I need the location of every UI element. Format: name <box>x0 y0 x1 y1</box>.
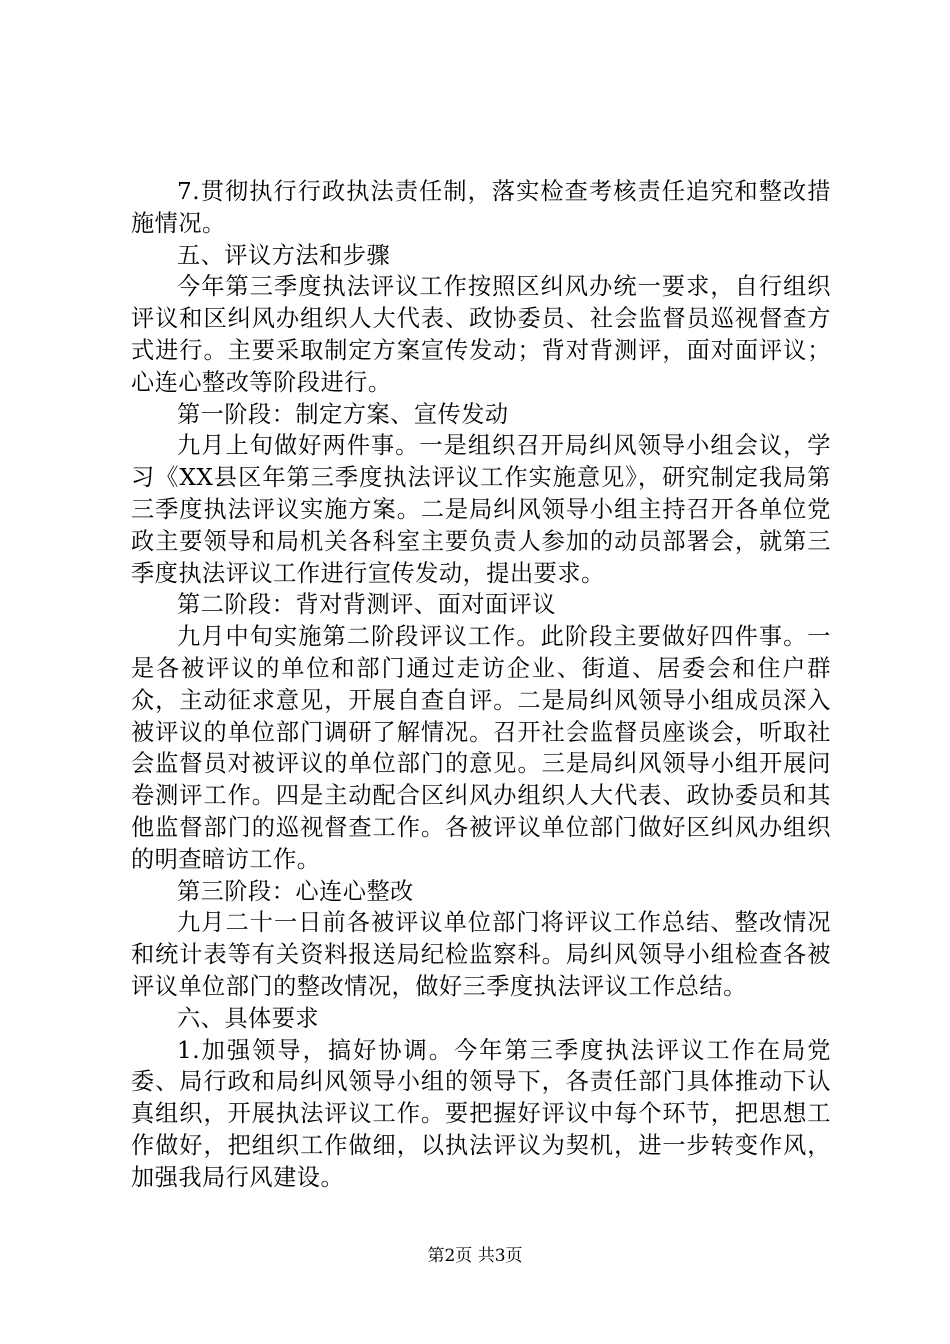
paragraph-method-intro: 今年第三季度执法评议工作按照区纠风办统一要求，自行组织评议和区纠风办组织人大代表、政协委员、社会监督员巡视督查方式进行。主要采取制定方案宣传发动；背对背测评，面对面评议；心连心整改等阶段进行。 <box>131 273 831 396</box>
paragraph-stage-1: 九月上旬做好两件事。一是组织召开局纠风领导小组会议，学习《XX县区年第三季度执法评议工作实施意见》，研究制定我局第三季度执法评议实施方案。二是局纠风领导小组主持召开各单位党政主要领导和局机关各科室主要负责人参加的动员部署会，就第三季度执法评议工作进行宣传发动，提出要求。 <box>131 432 831 587</box>
paragraph-stage-2: 九月中旬实施第二阶段评议工作。此阶段主要做好四件事。一是各被评议的单位和部门通过走访企业、街道、居委会和住户群众，主动征求意见，开展自查自评。二是局纠风领导小组成员深入被评议的单位部门调研了解情况。召开社会监督员座谈会，听取社会监督员对被评议的单位部门的意见。三是局纠风领导小组开展问卷测评工作。四是主动配合区纠风办组织人大代表、政协委员和其他监督部门的巡视督查工作。各被评议单位部门做好区纠风办组织的明查暗访工作。 <box>131 623 831 873</box>
stage-heading-1: 第一阶段：制定方案、宣传发动 <box>177 400 509 428</box>
stage-heading-3: 第三阶段：心连心整改 <box>177 877 414 905</box>
section-heading-6: 六、具体要求 <box>177 1004 320 1032</box>
page-footer: 第2页 共3页 <box>427 1246 523 1266</box>
paragraph-stage-3: 九月二十一日前各被评议单位部门将评议工作总结、整改情况和统计表等有关资料报送局纪检监察科。局纠风领导小组检查各被评议单位部门的整改情况，做好三季度执法评议工作总结。 <box>131 909 831 1000</box>
section-heading-5: 五、评议方法和步骤 <box>177 241 391 269</box>
paragraph-item-7: 7.贯彻执行行政执法责任制，落实检查考核责任追究和整改措施情况。 <box>131 178 831 237</box>
document-body <box>131 176 831 1194</box>
paragraph-requirement-1: 1.加强领导，搞好协调。今年第三季度执法评议工作在局党委、局行政和局纠风领导小组的领导下，各责任部门具体推动下认真组织，开展执法评议工作。要把握好评议中每个环节，把思想工作做好，把组织工作做细，以执法评议为契机，进一步转变作风，加强我局行风建设。 <box>131 1036 831 1191</box>
stage-heading-2: 第二阶段：背对背测评、面对面评议 <box>177 591 556 619</box>
